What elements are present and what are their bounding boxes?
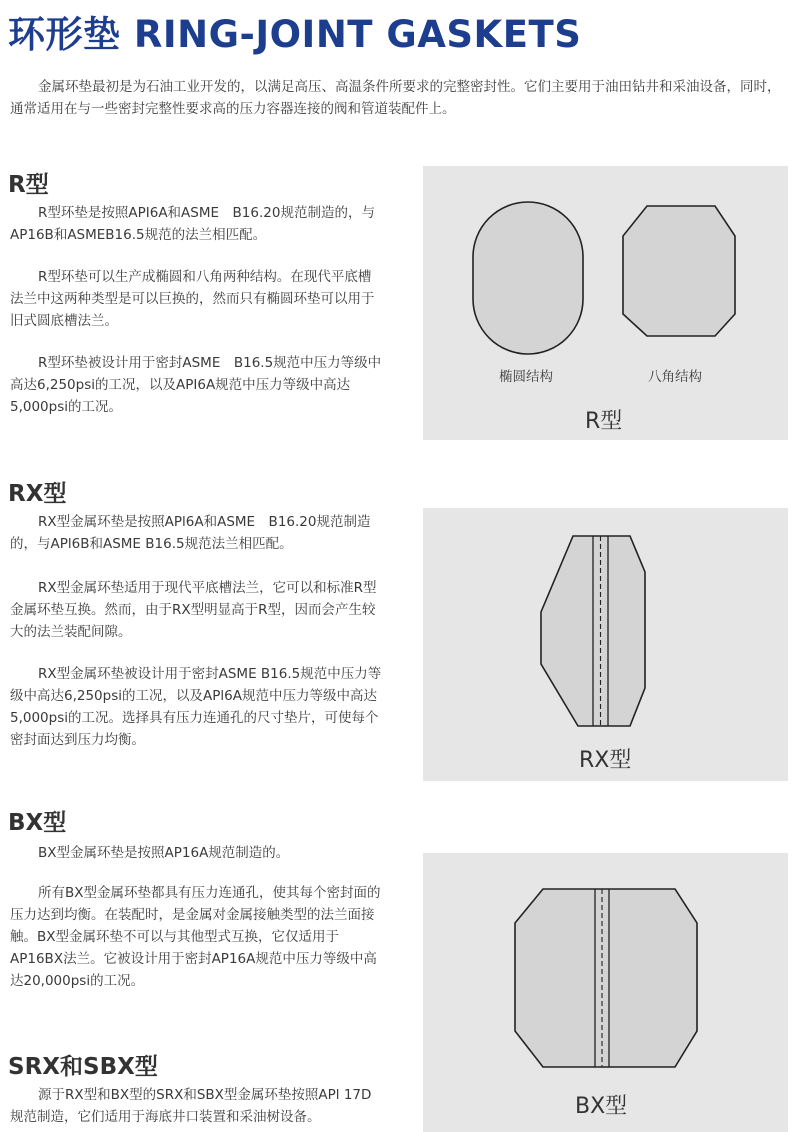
- bx-paragraph-2: 所有BX型金属环垫都具有压力连通孔，使其每个密封面的压力达到均衡。在装配时，是金属对金属接触类型的法兰面接触。BX型金属环垫不可以与其他型式互换，它仅适用于AP16BX法兰。它被设计用于密封AP16A规范中压力等级中高达20,000psi的工况。: [10, 885, 381, 989]
- r-paragraph-3: R型环垫被设计用于密封ASME B16.5规范中压力等级中高达6,250psi的工况，以及API6A规范中压力等级中高达5,000psi的工况。: [10, 355, 382, 415]
- srx-paragraph-1: 源于RX型和BX型的SRX和SBX型金属环垫按照APl 17D规范制造，它们适用于海底井口装置和采油树设备。: [10, 1087, 372, 1125]
- oval-gasket-shape: [473, 202, 583, 354]
- intro-paragraph: 金属环垫最初是为石油工业开发的，以满足高压、高温条件所要求的完整密封性。它们主要用于油田钻井和采油设备，同时，通常适用在与一些密封完整性要求高的压力容器连接的阀和管道装配件上。: [10, 79, 781, 117]
- oval-label: 椭圆结构: [499, 369, 553, 385]
- rx-paragraph-2: RX型金属环垫适用于现代平底槽法兰，它可以和标准R型金属环垫互换。然而，由于RX型明显高于R型，因而会产生较大的法兰装配间隙。: [10, 580, 377, 640]
- r-paragraph-1: R型环垫是按照API6A和ASME B16.20规范制造的，与AP16B和ASMEB16.5规范的法兰相匹配。: [10, 205, 375, 243]
- r-figure-panel: [423, 166, 788, 440]
- rx-figure-panel: [423, 508, 788, 781]
- page-title: 环形垫 RING-JOINT GASKETS: [8, 13, 582, 56]
- bx-paragraph-1: BX型金属环垫是按照AP16A规范制造的。: [38, 845, 290, 861]
- r-figure-caption: R型: [585, 409, 623, 434]
- octagon-label: 八角结构: [648, 369, 702, 385]
- bx-gasket-shape: [515, 889, 697, 1067]
- section-heading-r: R型: [8, 172, 49, 198]
- section-heading-srx-sbx: SRX和SBX型: [8, 1054, 158, 1080]
- rx-figure-caption: RX型: [579, 748, 632, 773]
- rx-paragraph-3: RX型金属环垫被设计用于密封ASME B16.5规范中压力等级中高达6,250psi的工况，以及APl6A规范中压力等级中高达5,000psi的工况。选择具有压力连通孔的尺寸垫片，可使每个密封面达到压力均衡。: [10, 666, 382, 748]
- r-paragraph-2: R型环垫可以生产成椭圆和八角两种结构。在现代平底槽法兰中这两种类型是可以巨换的，然而只有椭圆环垫可以用于旧式圆底槽法兰。: [10, 269, 375, 329]
- octagon-gasket-shape: [623, 206, 735, 336]
- section-heading-bx: BX型: [8, 810, 67, 836]
- bx-figure-panel: [423, 853, 788, 1132]
- rx-figure-drawing: [423, 508, 788, 781]
- section-heading-rx: RX型: [8, 481, 67, 507]
- r-figure-drawing: [423, 166, 788, 440]
- rx-paragraph-1: RX型金属环垫是按照APl6A和ASME B16.20规范制造的，与APl6B和ASME B16.5规范法兰相匹配。: [10, 514, 371, 552]
- bx-figure-caption: BX型: [575, 1094, 628, 1119]
